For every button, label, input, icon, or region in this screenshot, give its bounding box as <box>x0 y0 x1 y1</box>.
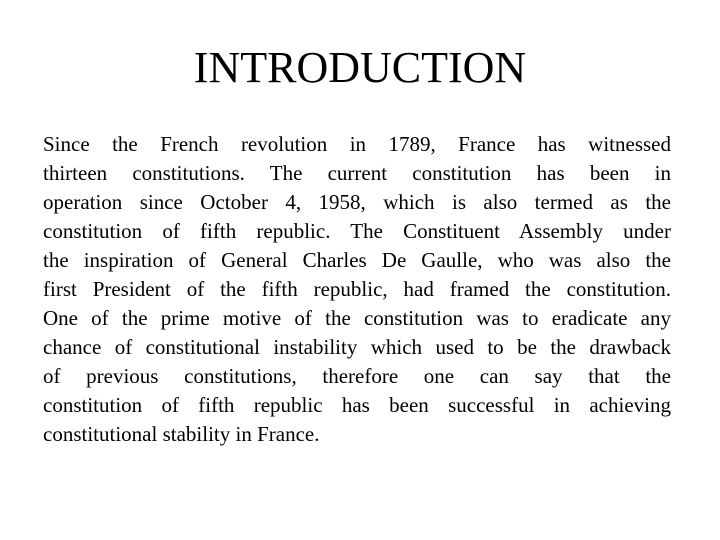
body-line: constitutional stability in France. <box>43 422 320 446</box>
body-line: chance of constitutional instability which used to be the drawback <box>43 335 671 359</box>
slide-title: INTRODUCTION <box>193 43 527 92</box>
body-line: first President of the fifth republic, had framed the constitution. <box>43 277 671 301</box>
slide-body-text <box>43 130 671 449</box>
body-line: operation since October 4, 1958, which is also termed as the <box>43 190 671 214</box>
body-line: thirteen constitutions. The current constitution has been in <box>43 161 671 185</box>
body-line: One of the prime motive of the constitution was to eradicate any <box>43 306 671 330</box>
body-line: constitution of fifth republic has been successful in achieving <box>43 393 671 417</box>
body-line: of previous constitutions, therefore one can say that the <box>43 364 671 388</box>
body-line: constitution of fifth republic. The Constituent Assembly under <box>43 219 671 243</box>
body-line: the inspiration of General Charles De Gaulle, who was also the <box>43 248 671 272</box>
body-line: Since the French revolution in 1789, France has witnessed <box>43 132 671 156</box>
